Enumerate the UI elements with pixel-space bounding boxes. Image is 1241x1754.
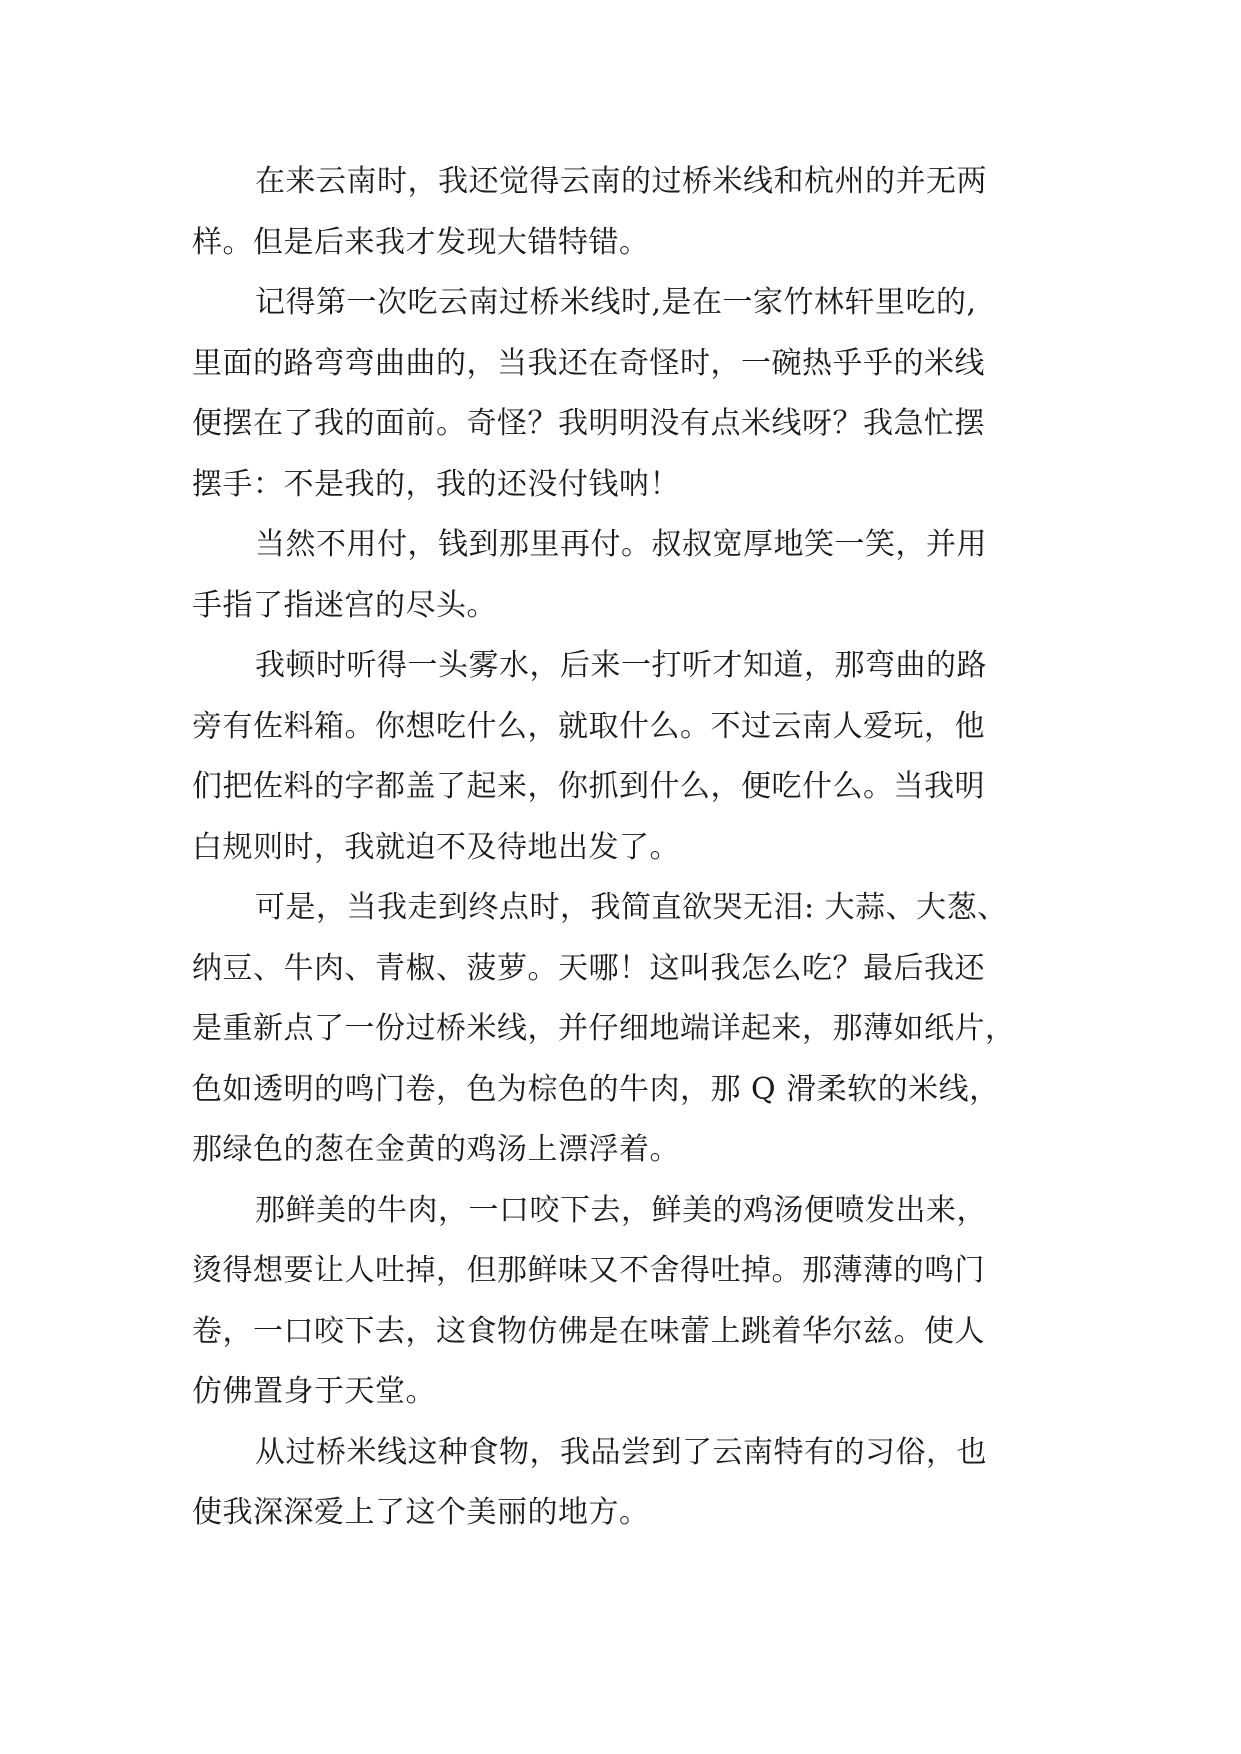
- text-line: 当然不用付，钱到那里再付。叔叔宽厚地笑一笑，并用: [255, 527, 987, 562]
- text-line: 色如透明的鸣门卷，色为棕色的牛肉，那 Q 滑柔软的米线，: [192, 1071, 1000, 1107]
- text-line: 在来云南时，我还觉得云南的过桥米线和杭州的并无两: [255, 164, 987, 199]
- text-line: 样。但是后来我才发现大错特错。: [192, 224, 650, 260]
- text-line: 纳豆、牛肉、青椒、菠萝。天哪！这叫我怎么吃？最后我还: [192, 950, 985, 986]
- text-line: 使我深深爱上了这个美丽的地方。: [192, 1495, 650, 1530]
- text-line: 们把佐料的字都盖了起来，你抓到什么，便吃什么。当我明: [192, 769, 985, 804]
- text-line: 可是，当我走到终点时，我简直欲哭无泪: 大蒜、大葱、: [255, 890, 1008, 925]
- text-line: 摆手：不是我的，我的还没付钱呐！: [192, 466, 680, 502]
- text-line: 便摆在了我的面前。奇怪？我明明没有点米线呀？我急忙摆: [192, 406, 985, 441]
- text-line: 里面的路弯弯曲曲的，当我还在奇怪时，一碗热乎乎的米线: [192, 345, 985, 381]
- text-line: 从过桥米线这种食物，我品尝到了云南特有的习俗，也: [255, 1434, 987, 1470]
- text-line: 那绿色的葱在金黄的鸡汤上漂浮着。: [192, 1132, 680, 1167]
- text-line: 卷，一口咬下去，这食物仿佛是在味蕾上跳着华尔兹。使人: [192, 1313, 985, 1349]
- article-body: [192, 152, 1097, 1544]
- text-line: 白规则时，我就迫不及待地出发了。: [192, 829, 680, 865]
- text-line: 仿佛置身于天堂。: [192, 1374, 436, 1409]
- text-line: 记得第一次吃云南过桥米线时,是在一家竹林轩里吃的,: [255, 285, 977, 320]
- text-line: 烫得想要让人吐掉，但那鲜味又不舍得吐掉。那薄薄的鸣门: [192, 1253, 985, 1288]
- text-line: 是重新点了一份过桥米线，并仔细地端详起来，那薄如纸片，: [192, 1011, 1016, 1046]
- text-line: 旁有佐料箱。你想吃什么，就取什么。不过云南人爱玩，他: [192, 708, 985, 744]
- text-line: 那鲜美的牛肉，一口咬下去，鲜美的鸡汤便喷发出来，: [255, 1192, 987, 1228]
- text-line: 手指了指迷宫的尽头。: [192, 587, 497, 623]
- text-line: 我顿时听得一头雾水，后来一打听才知道，那弯曲的路: [255, 648, 987, 683]
